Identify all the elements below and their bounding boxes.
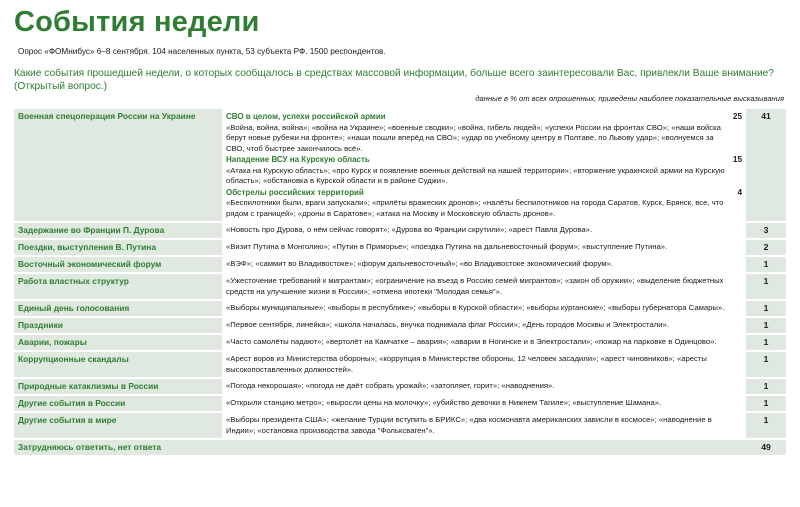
table-row [14,440,786,455]
subcategory-label: Нападение ВСУ на Курскую область [226,155,370,164]
table-row [14,379,786,394]
row-value: 1 [763,276,769,286]
row-value: 41 [761,111,771,121]
table-row [14,274,786,299]
row-details: «Погода некорошая»; «погода не даёт собрать урожай»; «затопляет, горит»; «наводнения». [222,379,746,394]
row-details: «Выборы президента США»; «желание Турции вступить в БРИКС»; «два космонавта американских зависли в космосе»; «наводнение в Индии»; «остановка производства завода "Фольксваген"». [222,413,746,438]
row-details: «Часто самолёты падают»; «вертолёт на Камчатке – авария»; «аварии в Ногинске и в Электростали»; «пожар на парковке в Одинцово». [222,335,746,350]
subcategory-label: Обстрелы российских территорий [226,187,364,197]
table-row [14,335,786,350]
data-note: данные в % от всех опрошенных, приведены наиболее показательные высказывания [475,94,784,103]
row-details: «Ужесточение требований к мигрантам»; «ограничение на въезд в Россию семей мигрантов»; «закон об оружии»; «выделение бюджетных средств на улучшение жизни в России»; «отмена ипотеки "Молодая семья"». [222,274,746,299]
row-category: Другие события в мире [18,415,117,425]
subcategory-label: СВО в целом, успехи российской армии [226,112,386,121]
survey-info: Опрос «ФОМнибус» 6–8 сентября. 104 населенных пункта, 53 субъекта РФ. 1500 респондентов. [18,47,386,56]
row-value: 1 [763,303,769,313]
subcategory-quotes: «Беспилотники были, враги запускали»; «прилёты вражеских дронов»; «налёты беспилотников на города Саратов, Курск, Брянск, все, что рядом с границей»; «дроны в Саратове»; «атака на Москву и Московскую область дронов». [226,198,724,218]
row-details: «Выборы муниципальные»; «выборы в республике»; «выборы в Курской области»; «выборы курганские»; «выборы губернатора Самары». [222,301,746,316]
row-value: 49 [761,442,771,452]
table-row [14,240,786,255]
table-row [14,396,786,411]
row-details [222,109,746,221]
subcategory-value: 25 [732,112,742,121]
subcategory-value: 4 [737,187,742,197]
subcategory-header [226,111,742,123]
row-category: Военная спецоперация России на Украине [18,111,196,121]
row-category: Восточный экономический форум [18,259,162,269]
table-row [14,223,786,238]
row-value: 1 [763,354,769,364]
subcategory-quotes: «Война, война, война»; «война на Украине»; «военные сводки»; «война, гибель людей»; «успехи России на фронтах СВО»; «наши войска берут новые рубежи на фронте»; «наши пошли вперёд на СВО»; «удар по учебному центру в Полтаве, по Львову удар»; «волнуемся за СВО, чтоб быстрее закончилось всё». [226,122,721,153]
subcategory-value: 15 [732,155,742,164]
table-row [14,413,786,438]
row-details: «Арест воров из Министерства обороны»; «коррупция в Министерстве обороны, 12 человек засадили»; «арест чиновников»; «аресты высокопоставленных должностей». [222,352,746,377]
row-details [222,440,746,455]
row-category: Единый день голосования [18,303,130,313]
table-row [14,318,786,333]
row-details: «Визит Путина в Монголию»; «Путин в Приморье»; «поездка Путина на дальневосточный форум»; «выступление Путина». [222,240,746,255]
row-category: Коррупционные скандалы [18,354,129,364]
row-value: 1 [763,381,769,391]
subcategory-quotes: «Атака на Курскую область»; «про Курск и появление военных действий на нашей территории»; «вторжение украинской армии на Курскую область»; «обстановка в Курской области и в районе Суджи». [226,165,725,185]
row-value: 1 [763,259,769,269]
subcategory-header [226,187,742,199]
table-row [14,109,786,221]
row-value: 1 [763,337,769,347]
table-row [14,352,786,377]
survey-question: Какие события прошедшей недели, о которых сообщалось в средствах массовой информации, больше всего заинтересовали Вас, привлекли Ваше внимание? (Открытый вопрос.) [14,68,774,92]
row-details: «ВЭФ»; «саммит во Владивостоке»; «форум дальневосточный»; «во Владивостоке экономический форум». [222,257,746,272]
row-details: «Открыли станцию метро»; «выросли цены на молочку»; «убийство девочки в Нижнем Тагиле»; «выступление Шамана». [222,396,746,411]
row-category: Аварии, пожары [18,337,87,347]
row-category: Затрудняюсь ответить, нет ответа [18,442,162,452]
page-title: События недели [14,6,260,38]
row-value: 1 [763,320,769,330]
table-row [14,257,786,272]
row-category: Природные катаклизмы в России [18,381,159,391]
row-category: Праздники [18,320,63,330]
row-details: «Новость про Дурова, о нём сейчас говорят»; «Дурова во Франции скрутили»; «арест Павла Дурова». [222,223,746,238]
row-category: Работа властных структур [18,276,129,286]
subcategory-header [226,154,742,166]
row-category: Поездки, выступления В. Путина [18,242,156,252]
table-row [14,301,786,316]
row-details: «Первое сентября, линейка»; «школа началась, внучка поднимала флаг России»; «День городов Москвы и Электростали». [222,318,746,333]
results-table [14,109,786,455]
row-value: 2 [763,242,769,252]
row-category: Задержание во Франции П. Дурова [18,225,165,235]
row-value: 1 [763,398,769,408]
row-value: 3 [763,225,769,235]
row-value: 1 [763,415,769,425]
row-category: Другие события в России [18,398,126,408]
